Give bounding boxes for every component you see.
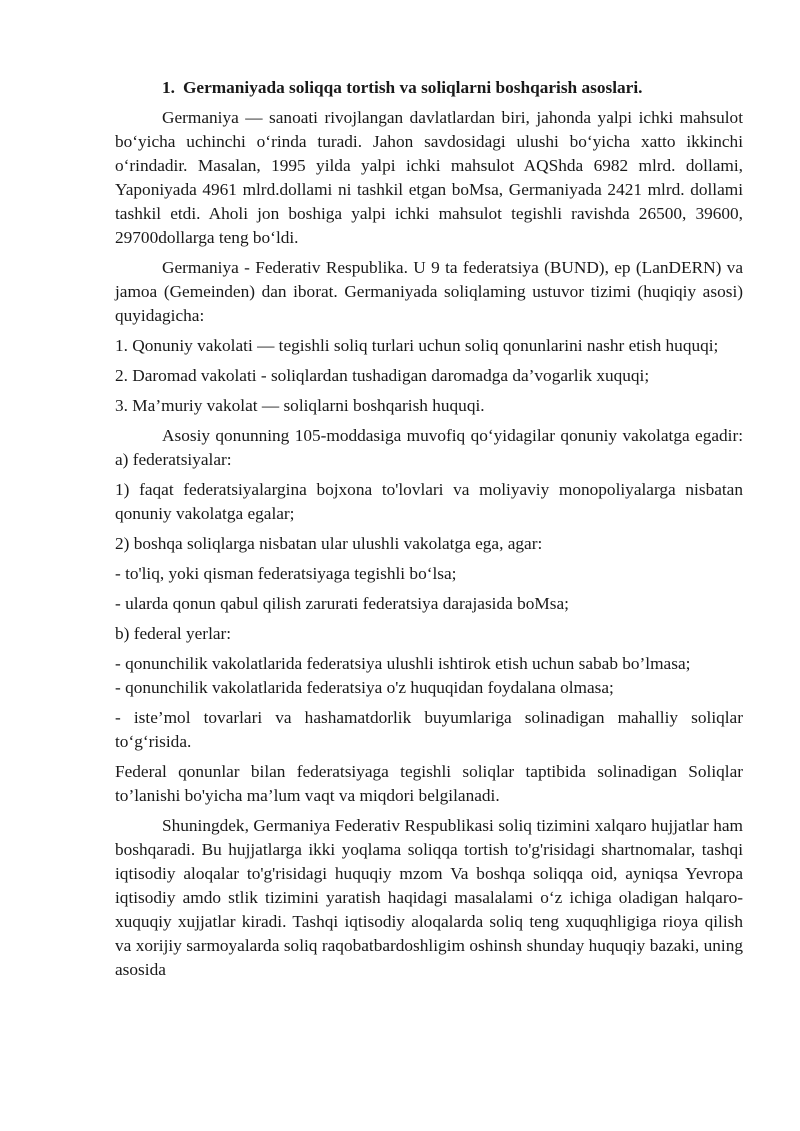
list-item-customs-monopoly: 1) faqat federatsiyalargina bojxona to'lovlari va moliyaviy monopoliyalarga nisbatan qonuniy vakolatga egalar;	[115, 480, 743, 523]
paragraph-article-105: Asosiy qonunning 105-moddasiga muvofiq qo‘yidagilar qonuniy vakolatga egadir: a) federatsiyalar:	[115, 426, 743, 469]
list-item-no-shared-participation: - qonunchilik vakolatlarida federatsiya ulushli ishtirok etish uchun sabab bo’lmasa;	[115, 654, 691, 673]
paragraph-intro: Germaniya — sanoati rivojlangan davlatlardan biri, jahonda yalpi ichki mahsulot bo‘yicha uchinchi o‘rinda turadi. Jahon savdosidagi ulushi bo‘yicha xatto ikkinchi o‘rindadir. Masalan, 1995 yilda yalpi ichki mahsulot AQShda 6982 mlrd. dollami, Yaponiyada 4961 mlrd.dollami ni tashkil etgan boMsa, Germaniyada 2421 mlrd. dollami tashkil etdi. Aholi jon boshiga yalpi ichki mahsulot tegishli ravishda 26500, 39600, 29700dollarga teng bo‘ldi.	[115, 108, 743, 247]
list-item-local-taxes: - iste’mol tovarlari va hashamatdorlik buyumlariga solinadigan mahalliy soliqlar to‘g‘risida.	[115, 708, 743, 751]
list-item-federal-level-law: - ularda qonun qabul qilish zarurati federatsiya darajasida boMsa;	[115, 594, 569, 613]
list-item-no-federal-right: - qonunchilik vakolatlarida federatsiya o'z huquqidan foydalana olmasa;	[115, 678, 614, 697]
list-item-federation-owned: - to'liq, yoki qisman federatsiyaga tegishli bo‘lsa;	[115, 564, 457, 583]
list-item-legislative-authority: 1. Qonuniy vakolati — tegishli soliq turlari uchun soliq qonunlarini nashr etish huquqi;	[115, 336, 719, 355]
paragraph-federal-laws: Federal qonunlar bilan federatsiyaga tegishli soliqlar taptibida solinadigan Soliqlar to’lanishi bo'yicha ma’lum vaqt va miqdori belgilanadi.	[115, 762, 743, 805]
list-item-administrative-authority: 3. Ma’muriy vakolat — soliqlarni boshqarish huquqi.	[115, 396, 485, 415]
list-item-federal-lands: b) federal yerlar:	[115, 624, 232, 643]
section-heading	[162, 76, 743, 100]
section-number: 1.	[162, 78, 175, 97]
list-item-shared-authority: 2) boshqa soliqlarga nisbatan ular ulushli vakolatga ega, agar:	[115, 534, 543, 553]
list-item-revenue-authority: 2. Daromad vakolati - soliqlardan tushadigan daromadga da’vogarlik xuquqi;	[115, 366, 650, 385]
paragraph-international-documents: Shuningdek, Germaniya Federativ Respublikasi soliq tizimini xalqaro hujjatlar ham boshqaradi. Bu hujjatlarga ikki yoqlama soliqqa tortish to'g'risidagi shartnomalar, tashqi iqtisodiy aloqalar to'g'risidagi huquqiy mzom Va boshqa soliqqa oid, ayniqsa Yevropa iqtisodiy amdo stlik tizimini yaratish haqidagi masalalami o‘z ichiga oladigan halqaro-xuquqiy xujjatlar kiradi. Tashqi iqtisodiy aloqalarda soliq teng xuquqhligiga rioya qilish va xorijiy sarmoyalarda soliq raqobatbardoshligim oshinsh shunday huquqiy bazaki, uning asosida	[115, 816, 743, 979]
paragraph-federal-structure: Germaniya - Federativ Respublika. U 9 ta federatsiya (BUND), ep (LanDERN) va jamoa (Gemeinden) dan iborat. Germaniyada soliqlaming ustuvor tizimi (huqiqiy asosi) quyidagicha:	[115, 258, 743, 325]
section-title: Germaniyada soliqqa tortish va soliqlarni boshqarish asoslari.	[182, 78, 643, 97]
